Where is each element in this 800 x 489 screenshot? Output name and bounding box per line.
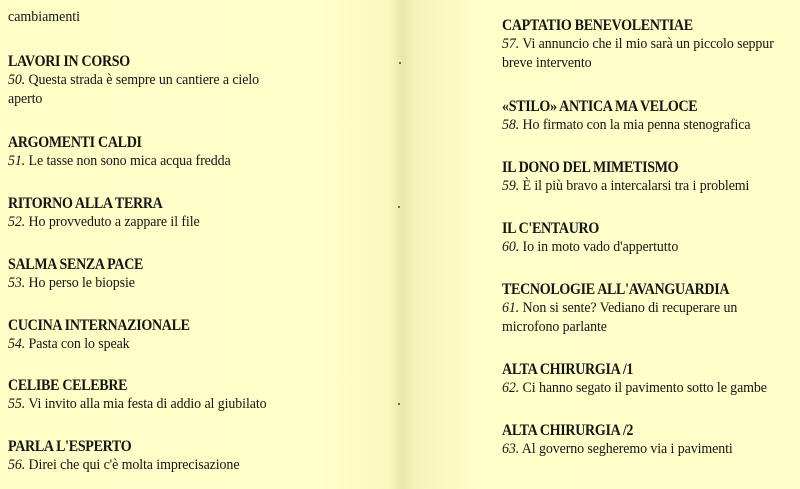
entry-text: Non si sente? Vediano di recuperare un — [522, 300, 738, 316]
entry-title: CELIBE CELEBRE — [8, 377, 128, 394]
entry-56 — [8, 437, 257, 475]
entry-number: 61. — [502, 300, 520, 316]
entry-text: Vi annuncio che il mio sarà un piccolo seppur — [522, 36, 774, 52]
entry-text: Ho perso le biopsie — [28, 275, 135, 291]
entry-number: 52. — [8, 214, 26, 230]
entry-59 — [502, 158, 768, 196]
entry-title: «STILO» ANTICA MA VELOCE — [502, 98, 698, 115]
entry-number: 50. — [8, 72, 26, 88]
entry-text: breve intervento — [502, 55, 592, 71]
entry-title: SALMA SENZA PACE — [8, 256, 144, 273]
entry-text: aperto — [8, 91, 43, 107]
entry-title: ALTA CHIRURGIA /2 — [502, 422, 634, 439]
entry-text: Pasta con lo speak — [28, 336, 130, 352]
entry-61 — [502, 280, 755, 337]
entry-title: LAVORI IN CORSO — [8, 53, 130, 70]
entry-text: Questa strada è sempre un cantiere a cielo — [28, 72, 259, 88]
entry-number: 63. — [502, 441, 520, 457]
left-page — [8, 0, 398, 489]
entry-number: 57. — [502, 36, 520, 52]
entry-63 — [502, 421, 750, 459]
entry-text: Al governo segheremo via i pavimenti — [521, 441, 733, 457]
entry-51 — [8, 133, 247, 171]
entry-title: IL C'ENTAURO — [502, 220, 599, 237]
entry-number: 56. — [8, 457, 26, 473]
scan-speck — [398, 206, 400, 208]
entry-text: Direi che qui c'è molta imprecisazione — [28, 457, 240, 473]
scan-speck — [398, 403, 400, 405]
entry-title: ALTA CHIRURGIA /1 — [502, 361, 634, 378]
entry-62 — [502, 360, 787, 398]
entry-number: 60. — [502, 239, 520, 255]
intro-text: cambiamenti — [8, 9, 81, 25]
entry-text: Le tasse non sono mica acqua fredda — [28, 153, 231, 169]
entry-number: 59. — [502, 178, 520, 194]
entry-number: 51. — [8, 153, 26, 169]
entry-number: 54. — [8, 336, 26, 352]
entry-title: PARLA L'ESPERTO — [8, 438, 132, 455]
entry-52 — [8, 194, 214, 232]
entry-title: CUCINA INTERNAZIONALE — [8, 317, 190, 334]
entry-text: Ho firmato con la mia penna stenografica — [522, 117, 751, 133]
entry-number: 58. — [502, 117, 520, 133]
entry-50 — [8, 52, 278, 109]
entry-text: È il più bravo a intercalarsi tra i problemi — [522, 178, 750, 194]
entry-57 — [502, 16, 794, 73]
entry-title: CAPTATIO BENEVOLENTIAE — [502, 17, 693, 34]
entry-58 — [502, 97, 769, 135]
right-page — [502, 0, 794, 489]
entry-55 — [8, 376, 286, 414]
entry-title: ARGOMENTI CALDI — [8, 134, 142, 151]
entry-text: Io in moto vado d'appertutto — [522, 239, 679, 255]
entry-number: 55. — [8, 396, 26, 412]
entry-title: TECNOLOGIE ALL'AVANGUARDIA — [502, 281, 730, 298]
entry-text: Ci hanno segato il pavimento sotto le gambe — [522, 380, 767, 396]
scan-speck — [399, 62, 401, 64]
entry-54 — [8, 316, 210, 354]
entry-60 — [502, 219, 691, 257]
entry-number: 53. — [8, 275, 26, 291]
entry-title: IL DONO DEL MIMETISMO — [502, 159, 679, 176]
entry-text: Ho provveduto a zappare il file — [28, 214, 200, 230]
entry-53 — [8, 255, 158, 293]
entry-title: RITORNO ALLA TERRA — [8, 195, 163, 212]
entry-text: Vi invito alla mia festa di addio al giubilato — [28, 396, 267, 412]
entry-number: 62. — [502, 380, 520, 396]
entry-text: microfono parlante — [502, 319, 607, 335]
